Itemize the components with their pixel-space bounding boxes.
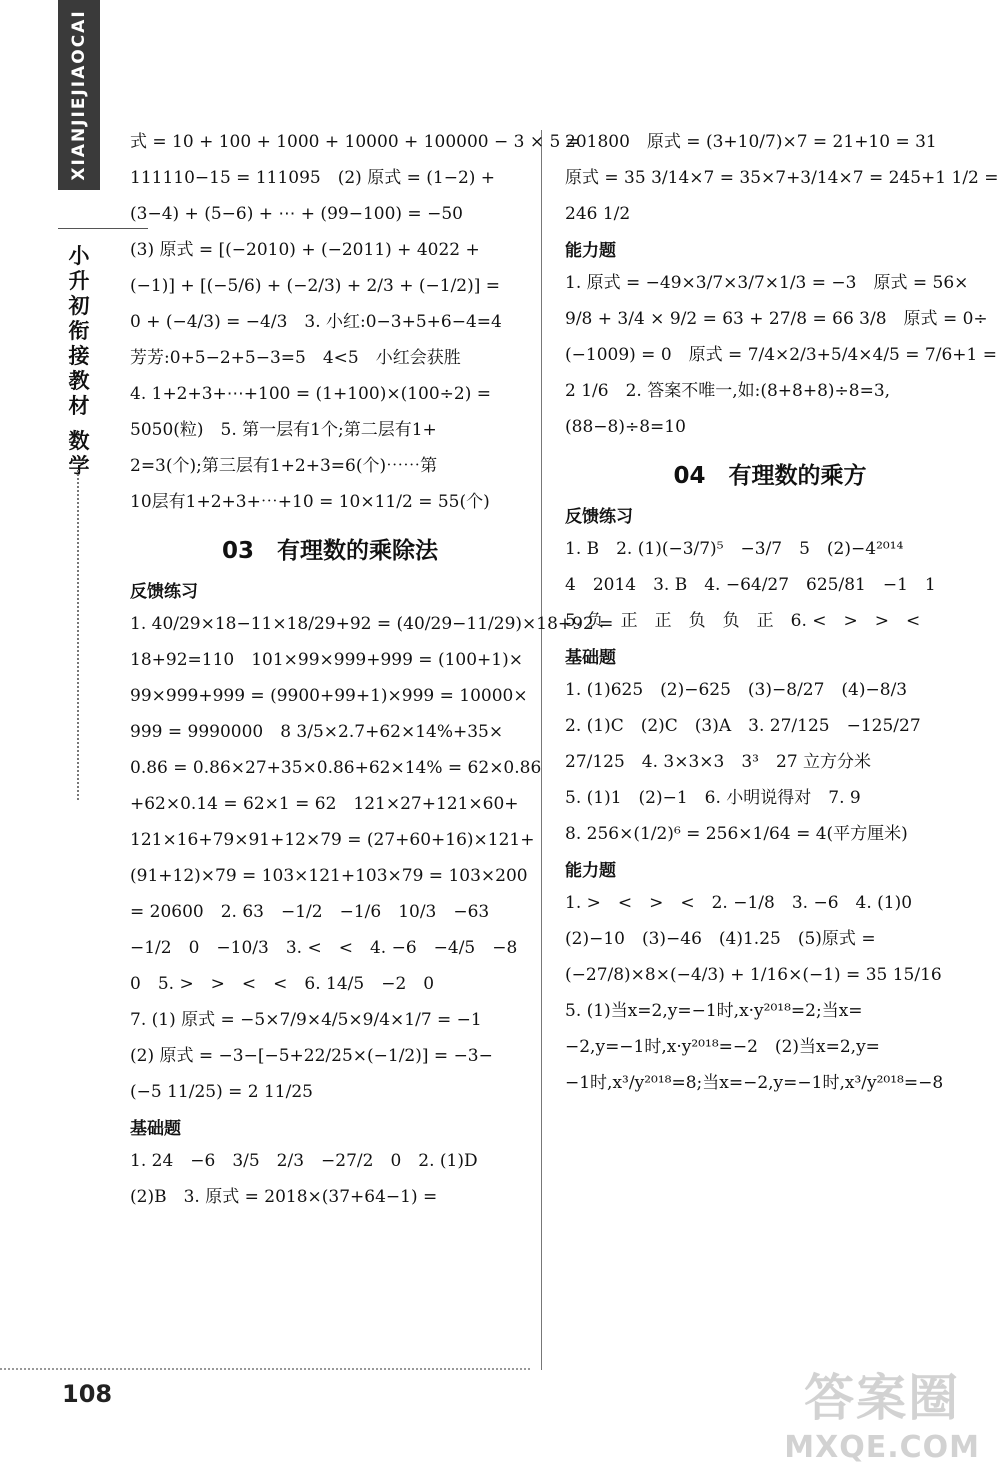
column-divider	[541, 130, 542, 1370]
page-number: 108	[62, 1380, 113, 1408]
right-column	[565, 128, 999, 1105]
answer-line: −1时,x³/y²⁰¹⁸=8;当x=−2,y=−1时,x³/y²⁰¹⁸=−8	[565, 1073, 944, 1093]
subsection-heading: 反馈练习	[130, 582, 198, 602]
answer-line: 0.86 = 0.86×27+35×0.86+62×14% = 62×0.86	[130, 758, 542, 778]
answer-line: 999 = 9990000 8 3/5×2.7+62×14%+35×	[130, 722, 504, 742]
answer-line: 5. 负 正 正 负 负 正 6. < > > <	[565, 611, 921, 631]
subsection-heading: 基础题	[565, 648, 616, 668]
subject-char: 数	[68, 429, 90, 453]
answer-line: 9/8 + 3/4 × 9/2 = 63 + 27/8 = 66 3/8 原式 = 0÷	[565, 309, 988, 329]
subsection-heading: 能力题	[565, 241, 616, 261]
answer-line: (−1009) = 0 原式 = 7/4×2/3+5/4×4/5 = 7/6+1 =	[565, 345, 997, 365]
answer-line: 201800 原式 = (3+10/7)×7 = 21+10 = 31	[565, 132, 937, 152]
answer-line: 27/125 4. 3×3×3 3³ 27 立方分米	[565, 752, 872, 772]
answer-block	[565, 128, 999, 228]
book-title-char: 初	[68, 294, 90, 318]
answer-line: 1. 24 −6 3/5 2/3 −27/2 0 2. (1)D	[130, 1151, 478, 1171]
watermark-logo: 答案圈	[804, 1369, 961, 1427]
answer-line: 246 1/2	[565, 204, 631, 224]
subject-char: 学	[68, 454, 90, 478]
answer-line: 2=3(个);第三层有1+2+3=6(个)⋯⋯第	[130, 456, 438, 476]
sidebar-dotted-line	[77, 470, 79, 800]
answer-line: 式 = 10 + 100 + 1000 + 10000 + 100000 − 3 × 5 =	[130, 132, 580, 152]
answer-line: −2,y=−1时,x·y²⁰¹⁸=−2 (2)当x=2,y=	[565, 1037, 880, 1057]
answer-line: (2) 原式 = −3−[−5+22/25×(−1/2)] = −3−	[130, 1046, 493, 1066]
answer-line: 芳芳:0+5−2+5−3=5 4<5 小红会获胜	[130, 348, 461, 368]
watermark	[784, 1358, 980, 1465]
answer-block	[565, 269, 997, 441]
answer-line: 0 5. > > < < 6. 14/5 −2 0	[130, 974, 435, 994]
answer-line: (−1)] + [(−5/6) + (−2/3) + 2/3 + (−1/2)] =	[130, 276, 501, 296]
answer-block	[130, 128, 580, 516]
book-title-vertical	[64, 244, 94, 479]
answer-line: 1. 原式 = −49×3/7×3/7×1/3 = −3 原式 = 56×	[565, 273, 969, 293]
book-title-char: 教	[68, 369, 90, 393]
answer-line: (2)B 3. 原式 = 2018×(37+64−1) =	[130, 1187, 438, 1207]
answer-line: 原式 = 35 3/14×7 = 35×7+3/14×7 = 245+1 1/2 =	[565, 168, 999, 188]
answer-line: −1/2 0 −10/3 3. < < 4. −6 −4/5 −8	[130, 938, 518, 958]
answer-line: 5. (1)当x=2,y=−1时,x·y²⁰¹⁸=2;当x=	[565, 1001, 863, 1021]
answer-line: 2 1/6 2. 答案不唯一,如:(8+8+8)÷8=3,	[565, 381, 891, 401]
answer-line: 1. 40/29×18−11×18/29+92 = (40/29−11/29)×18+92 =	[130, 614, 614, 634]
section-title: 04 有理数的乘方	[673, 463, 867, 489]
book-title-char: 衔	[68, 319, 90, 343]
sidebar-tab	[58, 0, 100, 190]
watermark-url: MXQE.COM	[784, 1430, 980, 1465]
book-title-char: 材	[68, 394, 90, 418]
answer-line: 1. (1)625 (2)−625 (3)−8/27 (4)−8/3	[565, 680, 908, 700]
answer-line: 8. 256×(1/2)⁶ = 256×1/64 = 4(平方厘米)	[565, 824, 908, 844]
book-title-char: 接	[68, 344, 90, 368]
answer-line: 1. B 2. (1)(−3/7)⁵ −3/7 5 (2)−4²⁰¹⁴	[565, 539, 904, 559]
answer-line: 18+92=110 101×99×999+999 = (100+1)×	[130, 650, 523, 670]
answer-block	[565, 676, 975, 848]
answer-line: (−27/8)×8×(−4/3) + 1/16×(−1) = 35 15/16	[565, 965, 942, 985]
subsection-heading: 基础题	[130, 1119, 181, 1139]
answer-line: 99×999+999 = (9900+99+1)×999 = 10000×	[130, 686, 528, 706]
answer-line: 5050(粒) 5. 第一层有1个;第二层有1+	[130, 420, 437, 440]
answer-line: (3−4) + (5−6) + ⋯ + (99−100) = −50	[130, 204, 463, 224]
answer-line: +62×0.14 = 62×1 = 62 121×27+121×60+	[130, 794, 519, 814]
book-title-char: 小	[68, 244, 90, 268]
answer-line: (3) 原式 = [(−2010) + (−2011) + 4022 +	[130, 240, 480, 260]
subsection-heading: 反馈练习	[565, 507, 633, 527]
answer-line: 5. (1)1 (2)−1 6. 小明说得对 7. 9	[565, 788, 861, 808]
book-title-char: 升	[68, 269, 90, 293]
answer-block	[565, 535, 975, 635]
subsection-heading: 能力题	[565, 861, 616, 881]
answer-line: (88−8)÷8=10	[565, 417, 686, 437]
answer-line: (2)−10 (3)−46 (4)1.25 (5)原式 =	[565, 929, 876, 949]
sidebar-tab-text: XIANJIEJIAOCAI	[69, 9, 89, 181]
answer-line: 1. > < > < 2. −1/8 3. −6 4. (1)0	[565, 893, 913, 913]
answer-line: 2. (1)C (2)C (3)A 3. 27/125 −125/27	[565, 716, 921, 736]
answer-line: = 20600 2. 63 −1/2 −1/6 10/3 −63	[130, 902, 490, 922]
sidebar	[58, 0, 100, 1471]
answer-line: 4 2014 3. B 4. −64/27 625/81 −1 1	[565, 575, 936, 595]
answer-line: 111110−15 = 111095 (2) 原式 = (1−2) +	[130, 168, 496, 188]
answer-line: (91+12)×79 = 103×121+103×79 = 103×200	[130, 866, 528, 886]
answer-line: 0 + (−4/3) = −4/3 3. 小红:0−3+5+6−4=4	[130, 312, 502, 332]
answer-line: (−5 11/25) = 2 11/25	[130, 1082, 313, 1102]
answer-block	[130, 1147, 530, 1211]
answer-line: 7. (1) 原式 = −5×7/9×4/5×9/4×1/7 = −1	[130, 1010, 482, 1030]
answer-line: 4. 1+2+3+⋯+100 = (1+100)×(100÷2) =	[130, 384, 491, 404]
answer-line: 121×16+79×91+12×79 = (27+60+16)×121+	[130, 830, 535, 850]
answer-block	[565, 889, 975, 1097]
section-title: 03 有理数的乘除法	[221, 538, 438, 564]
footer-dotted-line	[0, 1368, 530, 1370]
answer-line: 10层有1+2+3+⋯+10 = 10×11/2 = 55(个)	[130, 492, 490, 512]
